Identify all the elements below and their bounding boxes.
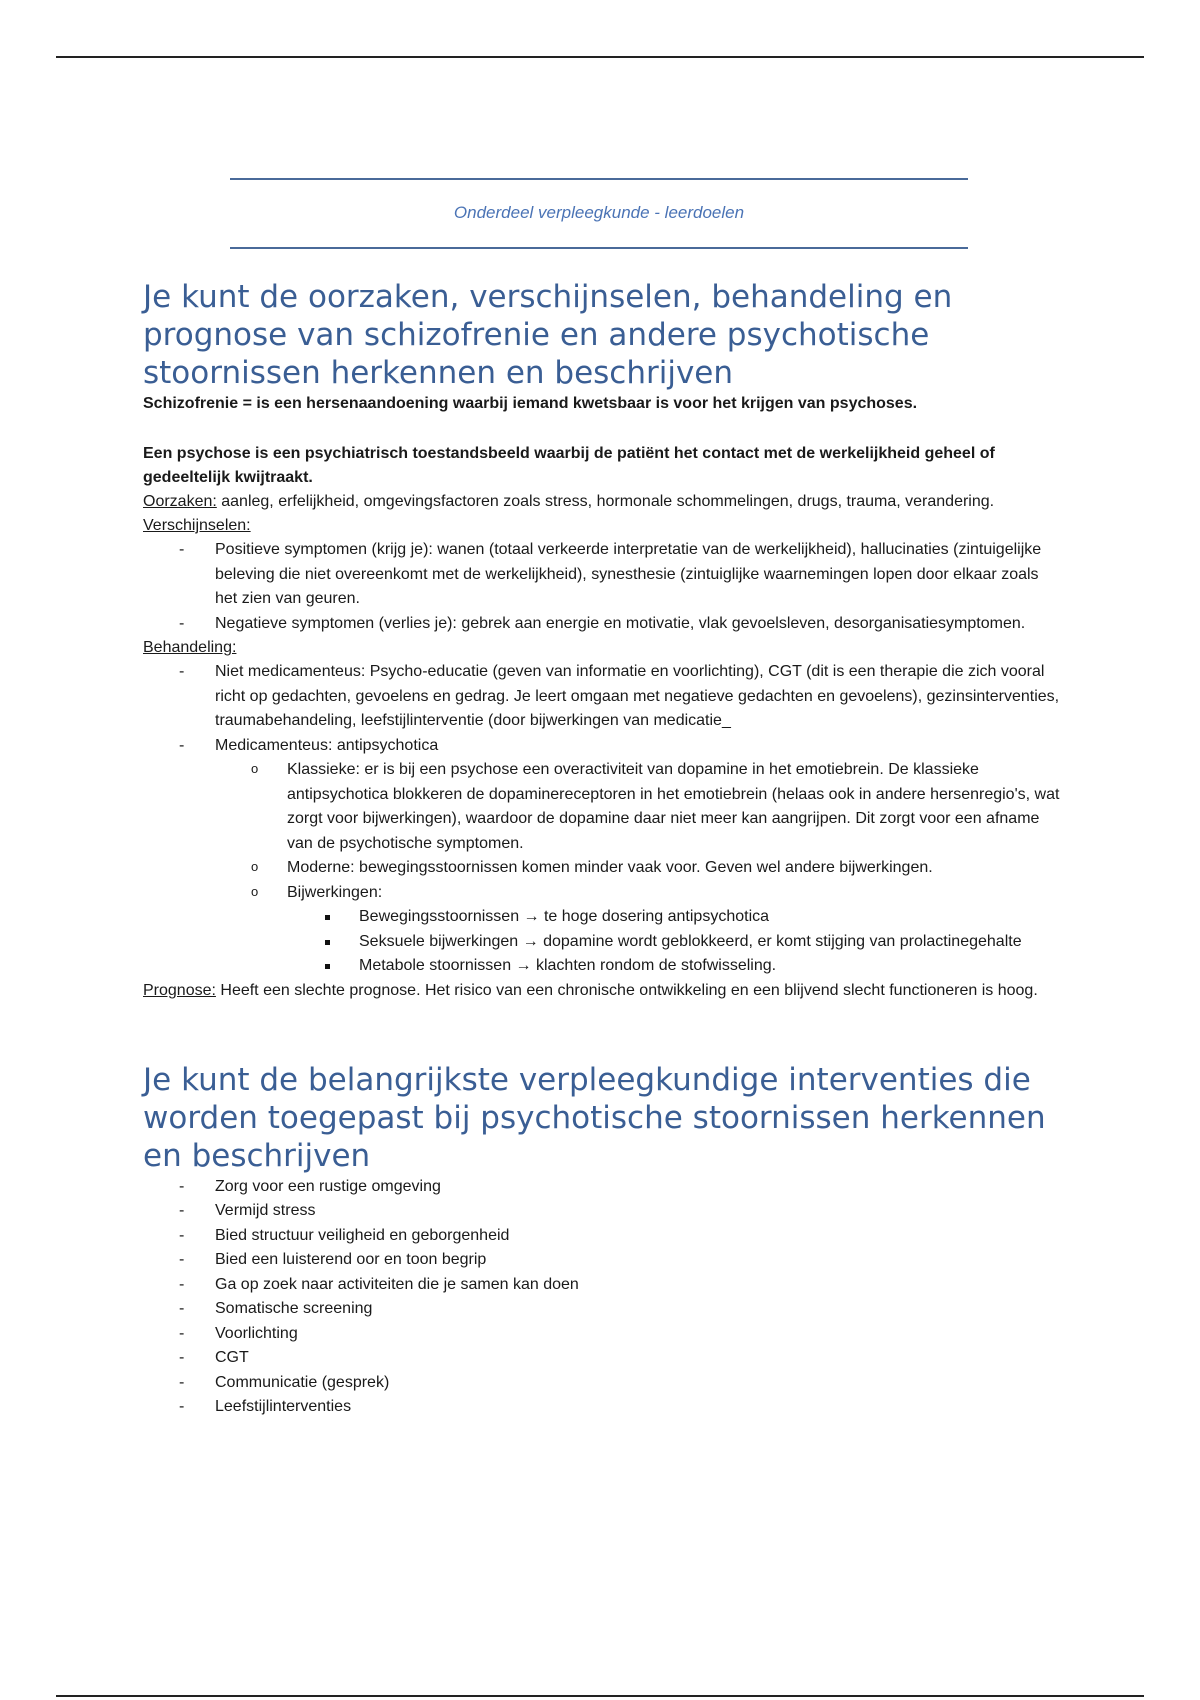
list-item: - Communicatie (gesprek) [143, 1371, 1063, 1396]
document-subtitle: Onderdeel verpleegkunde - leerdoelen [453, 203, 745, 222]
list-item: - Vermijd stress [143, 1199, 1063, 1224]
page-top-rule [56, 56, 1144, 58]
causes-label: Oorzaken: [143, 493, 217, 510]
list-item: - Bied een luisterend oor en toon begrip [143, 1248, 1063, 1273]
list-item: - Leefstijlinterventies [143, 1395, 1063, 1420]
list-item: - Zorg voor een rustige omgeving [143, 1175, 1063, 1200]
medication-types-list [143, 758, 1063, 979]
prognosis-label: Prognose: [143, 981, 216, 999]
list-item: Metabole stoornissen → klachten rondom de stofwisseling. [287, 954, 1063, 979]
list-item: Bewegingsstoornissen → te hoge dosering antipsychotica [287, 905, 1063, 930]
list-item: Seksuele bijwerkingen → dopamine wordt geblokkeerd, er komt stijging van prolactinegehalte [287, 930, 1063, 955]
list-item [215, 881, 1063, 979]
causes-paragraph [143, 490, 1063, 514]
treatment-list [143, 660, 1063, 979]
page-bottom-rule [56, 1695, 1144, 1697]
list-item: - CGT [143, 1346, 1063, 1371]
symptoms-list [143, 538, 1063, 636]
subtitle-bottom-line [230, 247, 968, 249]
section1-heading: Je kunt de oorzaken, verschijnselen, behandeling en prognose van schizofrenie en andere psychotische stoornissen herkennen en beschrijven [143, 279, 953, 391]
side-effects-list [215, 905, 1063, 979]
definition-psychosis: Een psychose is een psychiatrisch toestandsbeeld waarbij de patiënt het contact met de werkelijkheid geheel of gedeeltelijk kwijtraakt. [143, 445, 995, 486]
side-effects-label: Bijwerkingen: [287, 883, 383, 901]
causes-text: aanleg, erfelijkheid, omgevingsfactoren zoals stress, hormonale schommelingen, drugs, trauma, verandering. [216, 493, 995, 510]
prognosis-paragraph [143, 979, 1063, 1003]
list-item: - Niet medicamenteus: Psycho-educatie (geven van informatie en voorlichting), CGT (dit is een therapie die zich vooral richt op gedachten, gevoelens en gedrag. Je leert omgaan met negatieve gedachten en gevoelens), gezinsinterventies, traumabehandeling, leefstijlinterventie (door bijwerkingen van medicatie_ [143, 660, 1063, 734]
list-item: - Somatische screening [143, 1297, 1063, 1322]
list-item: - Bied structuur veiligheid en geborgenheid [143, 1224, 1063, 1249]
symptoms-label: Verschijnselen: [143, 517, 251, 534]
section2-heading: Je kunt de belangrijkste verpleegkundige interventies die worden toegepast bij psychotische stoornissen herkennen en beschrijven [143, 1061, 1046, 1174]
list-item: - Voorlichting [143, 1322, 1063, 1347]
document-content [143, 278, 1063, 1420]
treatment-med-text: Medicamenteus: antipsychotica [215, 736, 439, 754]
treatment-label: Behandeling: [143, 639, 237, 656]
list-item: o Moderne: bewegingsstoornissen komen minder vaak voor. Geven wel andere bijwerkingen. [215, 856, 1063, 881]
definition-schizophrenia: Schizofrenie = is een hersenaandoening waarbij iemand kwetsbaar is voor het krijgen van psychoses. [143, 395, 918, 412]
prognosis-text: Heeft een slechte prognose. Het risico van een chronische ontwikkeling en een blijvend slecht functioneren is hoog. [215, 981, 1038, 999]
list-item: - Positieve symptomen (krijg je): wanen (totaal verkeerde interpretatie van de werkelijkheid), hallucinaties (zintuigelijke beleving die niet overeenkomt met de werkelijkheid), synesthesie (zintuiglijke waarnemingen lopen door elkaar zoals het zien van geuren. [143, 538, 1063, 612]
list-item: - Negatieve symptomen (verlies je): gebrek aan energie en motivatie, vlak gevoelsleven, desorganisatiesymptomen. [143, 612, 1063, 637]
interventions-list [143, 1175, 1063, 1420]
list-item [143, 734, 1063, 979]
list-item: o Klassieke: er is bij een psychose een overactiviteit van dopamine in het emotiebrein. De klassieke antipsychotica blokkeren de dopaminereceptoren in het emotiebrein (helaas ook in andere hersenregio's, wat zorgt voor bijwerkingen), waardoor de dopamine daar niet meer kan aangrijpen. Dit zorgt voor een afname van de psychotische symptomen. [215, 758, 1063, 856]
document-subtitle-block [230, 178, 968, 249]
list-item: - Ga op zoek naar activiteiten die je samen kan doen [143, 1273, 1063, 1298]
